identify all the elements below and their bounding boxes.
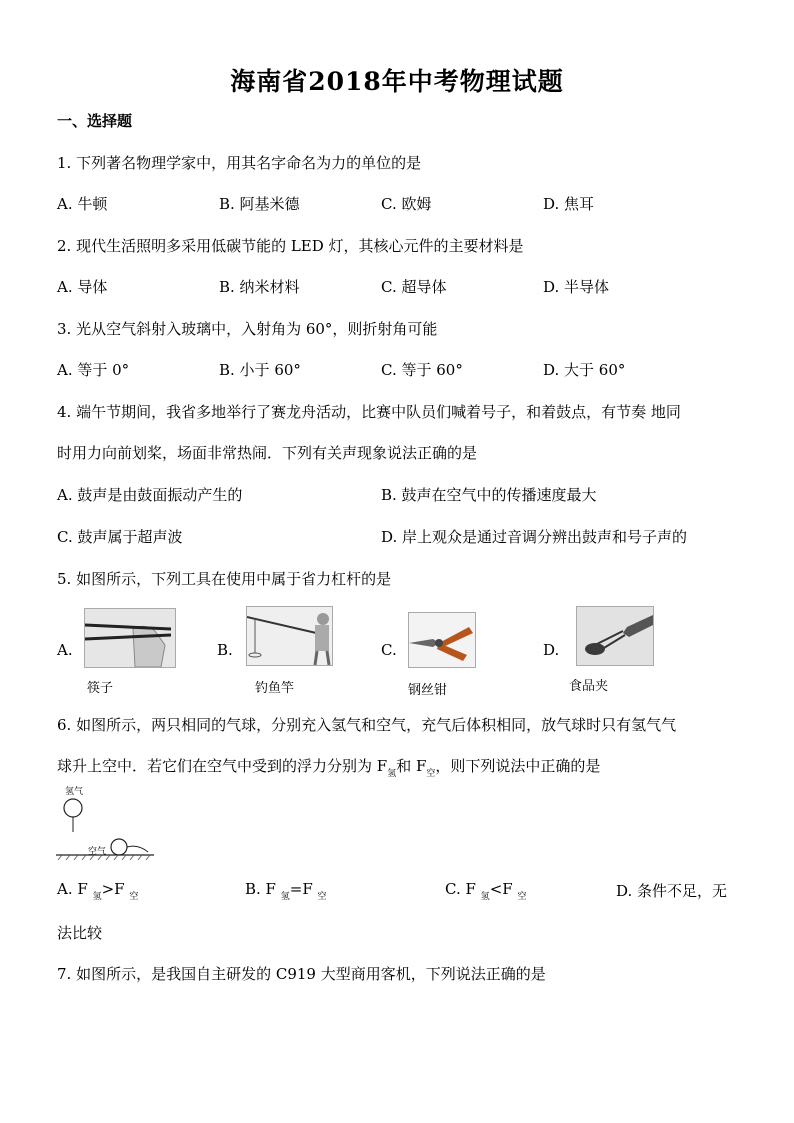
q6-c-sub-k: 空 — [517, 892, 527, 902]
q6-stem2-pre: 球升上空中．若它们在空气中受到的浮力分别为 F — [57, 757, 388, 775]
q6-a-sub-k: 空 — [129, 892, 139, 902]
air-label: 空气 — [88, 847, 107, 857]
q3-option-a: A. 等于 0° — [57, 361, 130, 379]
q6-c-op: <F — [489, 880, 513, 898]
question-4-stem-line2: 时用力向前划桨，场面非常热闹．下列有关声现象说法正确的是 — [57, 444, 478, 462]
q1-option-d: D. 焦耳 — [543, 195, 595, 213]
q1-option-a: A. 牛顿 — [57, 195, 108, 213]
q1-option-c: C. 欧姆 — [381, 195, 432, 213]
q6-option-c — [445, 880, 527, 902]
q6-c-pre: C. F — [445, 880, 476, 898]
q6-option-a — [57, 880, 139, 902]
balloon-diagram — [56, 784, 156, 868]
hydrogen-label: 氢气 — [65, 787, 84, 797]
page-title: 海南省2018年中考物理试题 — [230, 67, 564, 96]
q6-a-pre: A. F — [57, 880, 88, 898]
q2-option-a: A. 导体 — [57, 278, 108, 296]
fishing-rod-image — [246, 606, 333, 666]
pliers-caption: 钢丝钳 — [408, 683, 448, 698]
q2-option-d: D. 半导体 — [543, 278, 610, 296]
food-tongs-image — [576, 606, 654, 666]
question-4-stem-line1: 4. 端午节期间，我省多地举行了赛龙舟活动，比赛中队员们喊着号子，和着鼓点，有节奏 地同 — [57, 403, 681, 421]
q2-option-b: B. 纳米材料 — [219, 278, 300, 296]
food-tongs-caption: 食品夹 — [569, 679, 609, 694]
q4-option-d: D. 岸上观众是通过音调分辨出鼓声和号子声的 — [381, 528, 688, 546]
q6-b-op: =F — [289, 880, 313, 898]
q6-a-op: >F — [101, 880, 125, 898]
question-5-stem: 5. 如图所示，下列工具在使用中属于省力杠杆的是 — [57, 570, 392, 588]
chopsticks-caption: 筷子 — [87, 681, 114, 696]
q6-b-sub-h: 氢 — [280, 892, 290, 902]
q6-c-sub-h: 氢 — [480, 892, 490, 902]
q2-option-c: C. 超导体 — [381, 278, 447, 296]
fishing-rod-caption: 钓鱼竿 — [255, 681, 295, 696]
q5-option-c: C. — [381, 641, 397, 659]
sub-air: 空 — [426, 769, 436, 779]
q6-b-pre: B. F — [245, 880, 276, 898]
question-2-stem: 2. 现代生活照明多采用低碳节能的 LED 灯，其核心元件的主要材料是 — [57, 237, 524, 255]
q1-option-b: B. 阿基米德 — [219, 195, 300, 213]
question-6-stem-line2 — [57, 755, 601, 779]
sub-hydrogen: 氢 — [387, 769, 397, 779]
pliers-image — [408, 612, 476, 668]
section-heading: 一、选择题 — [57, 112, 133, 130]
question-6-stem-line1: 6. 如图所示，两只相同的气球，分别充入氢气和空气，充气后体积相同，放气球时只有氢气气 — [57, 716, 677, 734]
q6-stem2-mid: 和 F — [396, 757, 427, 775]
q3-option-c: C. 等于 60° — [381, 361, 463, 379]
q5-option-d: D. — [543, 641, 560, 659]
q3-option-b: B. 小于 60° — [219, 361, 301, 379]
question-7-stem: 7. 如图所示，是我国自主研发的 C919 大型商用客机，下列说法正确的是 — [57, 965, 546, 983]
q4-option-a: A. 鼓声是由鼓面振动产生的 — [57, 486, 243, 504]
question-1-stem: 1. 下列著名物理学家中，用其名字命名为力的单位的是 — [57, 154, 422, 172]
q6-option-b — [245, 880, 327, 902]
q6-option-d-line2: 法比较 — [57, 924, 103, 942]
q6-stem2-post: ，则下列说法中正确的是 — [435, 757, 601, 775]
q3-option-d: D. 大于 60° — [543, 361, 626, 379]
q6-a-sub-h: 氢 — [92, 892, 102, 902]
q6-option-d-line1: D. 条件不足，无 — [616, 882, 728, 900]
q5-option-a: A. — [57, 641, 73, 659]
q4-option-b: B. 鼓声在空气中的传播速度最大 — [381, 486, 597, 504]
q4-option-c: C. 鼓声属于超声波 — [57, 528, 183, 546]
q5-option-b: B. — [217, 641, 233, 659]
q6-b-sub-k: 空 — [317, 892, 327, 902]
question-3-stem: 3. 光从空气斜射入玻璃中，入射角为 60°，则折射角可能 — [57, 320, 438, 338]
chopsticks-image — [84, 608, 176, 668]
